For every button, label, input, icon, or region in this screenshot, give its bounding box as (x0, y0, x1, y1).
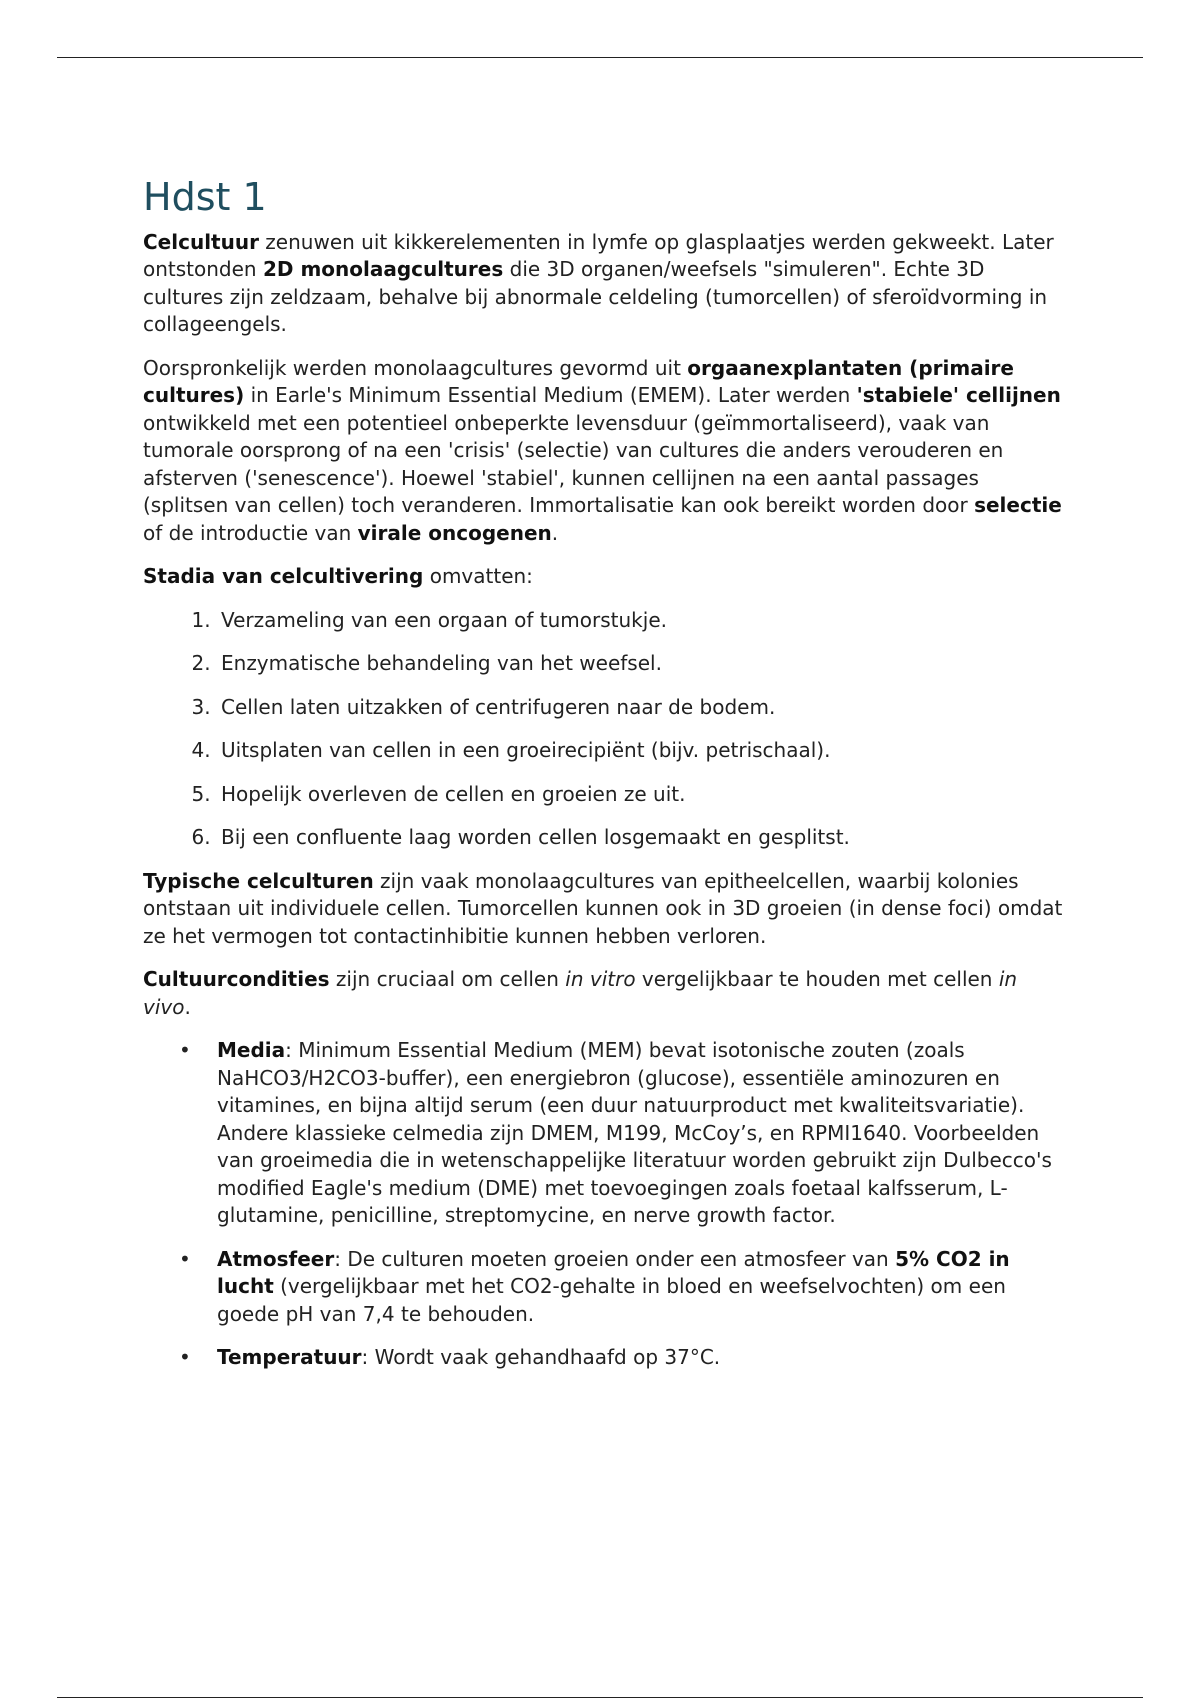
list-item: 6. Bij een confluente laag worden cellen losgemaakt en gesplitst. (217, 824, 1063, 852)
term-orgaanexplantaten: orgaanexplantaten (primaire cultures) (143, 355, 1014, 408)
term-2d-monolaagcultures: 2D monolaagcultures (262, 257, 504, 282)
paragraph-celcultuur: Celcultuur zenuwen uit kikkerelementen in lymfe op glasplaatjes werden gekweekt. Later ontstonden 2D monolaagcultures die 3D organen/weefsels "simuleren". Echte 3D cultures zijn zeldzaam, behalve bij abnormale celdeling (tumorcellen) of sferoïdvorming in collageengels. (143, 229, 1054, 337)
list-item: 4. Uitsplaten van cellen in een groeirecipiënt (bijv. petrischaal). (217, 737, 1063, 765)
term-typische-celculturen: Typische celculturen (143, 868, 374, 893)
bullet-icon: • (179, 1345, 191, 1370)
stages-list (143, 607, 1063, 852)
term-stadia: Stadia van celcultivering (143, 564, 424, 589)
list-item: 3. Cellen laten uitzakken of centrifugeren naar de bodem. (217, 694, 1063, 722)
list-item-temperatuur: • Temperatuur: Wordt vaak gehandhaafd op 37°C. (217, 1344, 1063, 1372)
list-item-atmosfeer: • Atmosfeer: De culturen moeten groeien onder een atmosfeer van 5% CO2 in lucht (vergelijkbaar met het CO2-gehalte in bloed en weefselvochten) om een goede pH van 7,4 te behouden. (179, 1246, 1010, 1326)
bullet-icon: • (179, 1038, 191, 1063)
term-stabiele-cellijnen: 'stabiele' cellijnen (856, 383, 1061, 408)
paragraph-typische-celculturen: Typische celculturen zijn vaak monolaagcultures van epitheelcellen, waarbij kolonies ontstaan uit individuele cellen. Tumorcellen kunnen ook in 3D groeien (in dense foci) omdat ze het vermogen tot contactinhibitie kunnen hebben verloren. (143, 868, 1063, 948)
header-rule (57, 57, 1143, 58)
paragraph-stadia-intro: Stadia van celcultivering omvatten: (143, 564, 533, 589)
bullet-icon: • (179, 1246, 191, 1271)
paragraph-cellijnen: Oorspronkelijk werden monolaagcultures gevormd uit orgaanexplantaten (primaire cultures) in Earle's Minimum Essential Medium (EMEM). Later werden 'stabiele' cellijnen ontwikkeld met een potentieel onbeperkte levensduur (geïmmortaliseerd), vaak van tumorale oorsprong of na een 'crisis' (selectie) van cultures die anders verouderen en afsterven ('senescence'). Hoewel 'stabiel', kunnen cellijnen na een aantal passages (splitsen van cellen) toch veranderen. Immortalisatie kan ook bereikt worden door selectie of de introductie van virale oncogenen. (143, 355, 1062, 545)
conditions-list (143, 1037, 1063, 1372)
list-item-media: • Media: Minimum Essential Medium (MEM) bevat isotonische zouten (zoals NaHCO3/H2CO3-buffer), een energiebron (glucose), essentiële aminozuren en vitamines, en bijna altijd serum (een duur natuurproduct met kwaliteitsvariatie). Andere klassieke celmedia zijn DMEM, M199, McCoy’s, en RPMI1640. Voorbeelden van groeimedia die in wetenschappelijke literatuur worden gebruikt zijn Dulbecco's modified Eagle's medium (DME) met toevoegingen zoals foetaal kalfsserum, L-glutamine, penicilline, streptomycine, en nerve growth factor. (179, 1038, 1052, 1228)
document-body (143, 175, 1063, 1388)
paragraph-cultuurcondities: Cultuurcondities zijn cruciaal om cellen in vitro vergelijkbaar te houden met cellen in vivo. (143, 967, 1018, 1019)
footer-rule (57, 1697, 1143, 1698)
term-virale-oncogenen: virale oncogenen (357, 520, 552, 545)
term-cultuurcondities: Cultuurcondities (143, 967, 330, 992)
list-item: 1. Verzameling van een orgaan of tumorstukje. (217, 607, 1063, 635)
term-selectie: selectie (974, 493, 1062, 518)
chapter-title: Hdst 1 (143, 175, 267, 219)
term-celcultuur: Celcultuur (143, 229, 259, 254)
list-item: 5. Hopelijk overleven de cellen en groeien ze uit. (217, 781, 1063, 809)
list-item: 2. Enzymatische behandeling van het weefsel. (217, 650, 1063, 678)
